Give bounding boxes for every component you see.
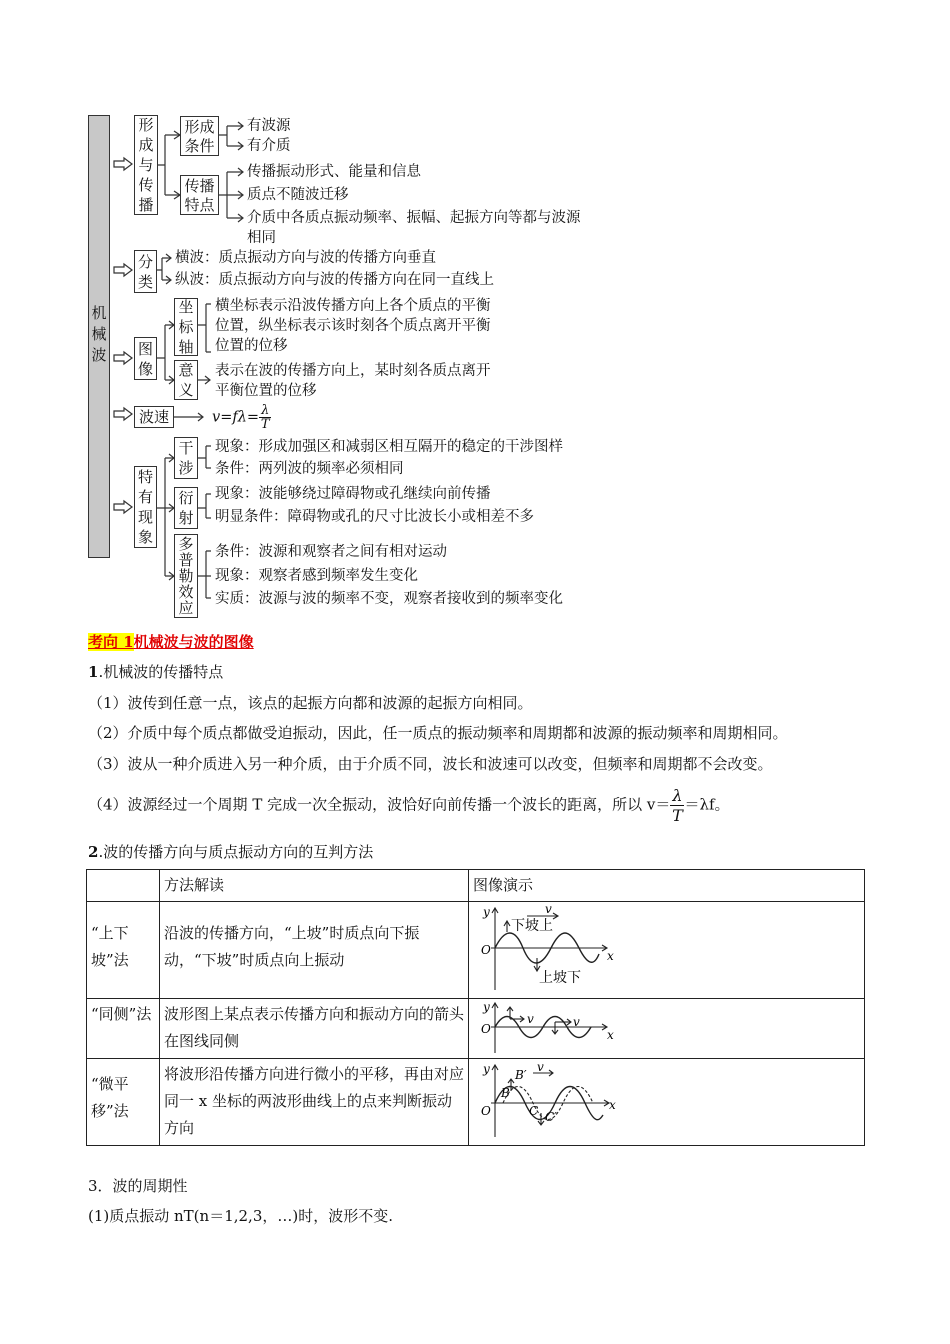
demo-cell-3 [469,1059,865,1146]
leaf-feature-2: 质点不随波迁移 [247,187,349,203]
leaf-feature-3: 介质中各质点振动频率、振幅、起振方向等都与波源 [247,210,581,226]
part1-item-3: （3）波从一种介质进入另一种介质，由于介质不同，波长和波速可以改变，但频率和周期都不会改变。 [88,755,773,773]
leaf-feature-1: 传播振动形式、能量和信息 [247,164,421,180]
demo-cell-2 [469,999,865,1059]
fig1-x: x [607,949,614,963]
fig1-up: 上坡下 [539,970,581,986]
fig3-b: B [501,1086,510,1100]
node-axes: 坐标轴 [174,298,198,356]
node-diffraction: 衍射 [174,487,198,529]
leaf-diffraction-2: 明显条件：障碍物或孔的尺寸比波长小或相差不多 [215,509,534,525]
node-image: 图像 [134,337,157,380]
mindmap-root-label: 机械波 [89,305,108,368]
leaf-axes-3: 位置的位移 [215,338,288,354]
leaf-feature-3b: 相同 [247,230,276,246]
fig2-v2: v [573,1015,580,1029]
fig3-c: C [529,1104,539,1118]
part2-title: 2.波的传播方向与质点振动方向的互判方法 [88,843,374,861]
fig1-down: 下坡上 [511,918,553,934]
header-method: 方法解读 [160,870,469,902]
node-features: 传播特点 [180,175,219,215]
fig2-x: x [607,1028,614,1042]
method-name: “微平移”法 [87,1059,160,1146]
leaf-doppler-2: 现象：观察者感到频率发生变化 [215,568,418,584]
fig3-c1: C′ [545,1110,557,1124]
fig1-o: O [481,943,491,957]
leaf-longitudinal: 纵波：质点振动方向与波的传播方向在同一直线上 [175,272,494,288]
section-heading-prefix: 考向 1 [88,633,134,651]
node-classification: 分类 [134,250,157,293]
leaf-axes-1: 横坐标表示沿波传播方向上各个质点的平衡 [215,298,491,314]
table-header-row [87,870,865,902]
part1-title: 1.机械波的传播特点 [88,663,224,681]
node-meaning: 意义 [174,360,198,400]
node-doppler: 多普勒效应 [174,534,198,618]
leaf-axes-2: 位置，纵坐标表示该时刻各个质点离开平衡 [215,318,491,334]
leaf-meaning-1: 表示在波的传播方向上，某时刻各质点离开 [215,363,491,379]
leaf-interference-2: 条件：两列波的频率必须相同 [215,461,404,477]
demo-cell-1 [469,902,865,999]
section-heading [88,631,254,652]
table-row [87,902,865,999]
part3-item-1: (1)质点振动 nT(n＝1,2,3，…)时，波形不变. [88,1207,393,1225]
leaf-doppler-3: 实质：波源与波的频率不变，观察者接收到的频率变化 [215,591,563,607]
fig1-v: v [545,902,552,916]
section-heading-title: 机械波与波的图像 [133,633,254,651]
leaf-meaning-2: 平衡位置的位移 [215,383,317,399]
leaf-condition-medium: 有介质 [247,138,291,154]
table-row [87,999,865,1059]
wave-figure-slope [477,902,627,996]
fig3-v: v [537,1060,544,1074]
leaf-speed-formula: v=fλ= $\frac{\lambda}{T}$ [212,403,270,432]
method-name: “上下坡”法 [87,902,160,999]
fig1-y: y [483,905,490,919]
fig2-v1: v [527,1012,534,1026]
part1-item-1: （1）波传到任意一点，该点的起振方向都和波源的起振方向相同。 [88,694,533,712]
node-speed: 波速 [134,406,174,428]
method-desc: 波形图上某点表示传播方向和振动方向的箭头在图线同侧 [160,999,469,1059]
fig2-y: y [483,1000,490,1014]
node-formation: 形成与传播 [134,115,158,215]
part1-item-2: （2）介质中每个质点都做受迫振动，因此，任一质点的振动频率和周期都和波源的振动频率和周期相同。 [88,724,788,742]
method-name: “同侧”法 [87,999,160,1059]
leaf-diffraction-1: 现象：波能够绕过障碍物或孔继续向前传播 [215,486,491,502]
leaf-transverse: 横波：质点振动方向与波的传播方向垂直 [175,250,436,266]
fig3-b1: B′ [515,1068,527,1082]
fig3-x: x [609,1098,616,1112]
method-table [86,869,865,1146]
node-conditions: 形成条件 [180,116,219,156]
wave-figure-shift [477,1059,627,1144]
part1-item-4: （4）波源经过一个周期 T 完成一次全振动，波恰好向前传播一个波长的距离，所以 v＝ $\frac{\lambda}{T}$ ＝λf。 [88,786,730,825]
part3-title: 3．波的周期性 [88,1177,188,1195]
table-row [87,1059,865,1146]
fig3-y: y [483,1062,490,1076]
leaf-condition-source: 有波源 [247,118,291,134]
node-interference: 干涉 [174,437,198,479]
fig2-o: O [481,1022,491,1036]
wave-figure-same-side [477,999,627,1057]
method-desc: 沿波的传播方向，“上坡”时质点向下振动，“下坡”时质点向上振动 [160,902,469,999]
fig3-o: O [481,1104,491,1118]
header-demo: 图像演示 [469,870,865,902]
leaf-doppler-1: 条件：波源和观察者之间有相对运动 [215,544,447,560]
leaf-interference-1: 现象：形成加强区和减弱区相互隔开的稳定的干涉图样 [215,439,563,455]
node-phenomena: 特有现象 [134,466,157,548]
method-desc: 将波形沿传播方向进行微小的平移，再由对应同一 x 坐标的两波形曲线上的点来判断振动方向 [160,1059,469,1146]
